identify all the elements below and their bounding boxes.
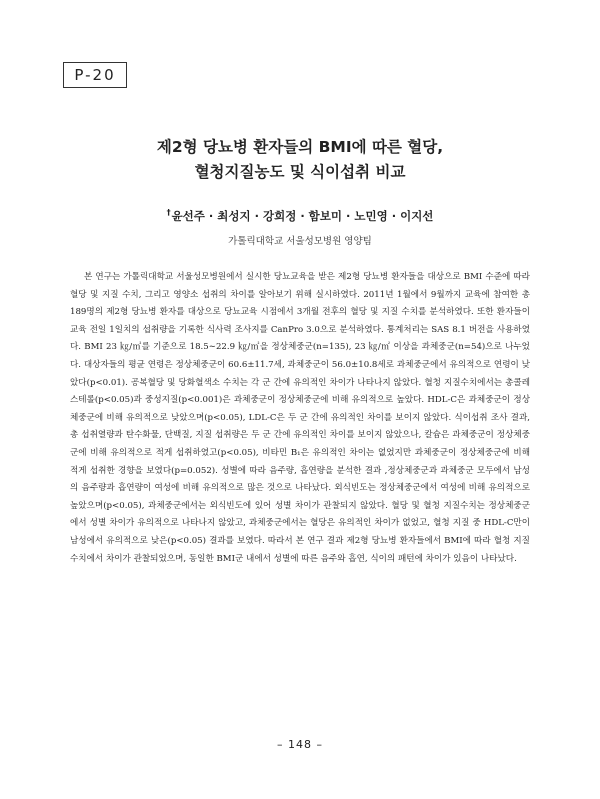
page-number: – 148 – <box>277 738 323 751</box>
paper-title-line-1: 제2형 당뇨병 환자들의 BMI에 따른 혈당, <box>156 138 444 156</box>
author-list <box>60 208 540 224</box>
presenter-mark: † <box>166 208 171 218</box>
author-names: 윤선주 · 최성지 · 강희정 · 함보미 · 노민영 · 이지선 <box>171 209 434 223</box>
abstract-body: 본 연구는 가톨릭대학교 서울성모병원에서 실시한 당뇨교육을 받은 제2형 당뇨병 환자들을 대상으로 BMI 수준에 따라 혈당 및 지질 수치, 그리고 영양소 섭취의 차이를 알아보기 위해 실시하였다. 2011년 1월에서 9월까지 교육에 참여한 총 189명의 제2형 당뇨병 환자를 대상으로 당뇨교육 시점에서 3개월 전후의 혈당 및 지질 수치를 분석하였다. 또한 환자들이 교육 전일 1일치의 섭취량을 기록한 식사력 조사지를 CanPro 3.0으로 분석하였다. 통계처리는 SAS 8.1 버전을 사용하였다. BMI 23 ㎏/㎡를 기준으로 18.5∼22.9 ㎏/㎡을 정상체중군(n=135), 23 ㎏/㎡ 이상을 과체중군(n=54)으로 나누었다. 대상자들의 평균 연령은 정상체중군이 60.6±11.7세, 과체중군이 56.0±10.8세로 과체중군에서 유의적으로 연령이 낮았다(p<0.01). 공복혈당 및 당화혈색소 수치는 각 군 간에 유의적인 차이가 나타나지 않았다. 혈청 지질수치에서는 총콜레스테롤(p<0.05)과 중성지질(p<0.001)은 과체중군이 정상체중군에 비해 유의적으로 높았다. HDL-C은 과체중군이 정상체중군에 비해 유의적으로 낮았으며(p<0.05), LDL-C은 두 군 간에 유의적인 차이를 보이지 않았다. 식이섭취 조사 결과, 총 섭취열량과 탄수화물, 단백질, 지질 섭취량은 두 군 간에 유의적인 차이를 보이지 않았으나, 칼슘은 과체중군이 정상체중군에 비해 유의적으로 적게 섭취하였고(p<0.05), 비타민 B₁은 유의적인 차이는 없었지만 과체중군이 정상체중군에 비해 적게 섭취한 경향을 보였다(p=0.052). 성별에 따라 음주량, 흡연량을 분석한 결과 ,정상체중군과 과체중군 모두에서 남성의 음주량과 흡연량이 여성에 비해 유의적으로 많은 것으로 나타났다. 외식빈도는 정상체중군에서 여성에 비해 유의적으로 높았으며(p<0.05), 과체중군에서는 외식빈도에 있어 성별 차이가 관찰되지 않았다. 혈당 및 혈청 지질수치는 정상체중군 에서 성별 차이가 유의적으로 나타나지 않았고, 과체중군에서는 혈당은 유의적인 차이가 없었고, 혈청 지질 중 HDL-C만이 남성에서 유의적으로 낮은(p<0.05) 결과를 보였다. 따라서 본 연구 결과 제2형 당뇨병 환자들에서 BMI에 따라 혈청 지질 수치에서 차이가 관찰되었으며, 동일한 BMI군 내에서 성별에 따른 음주와 흡연, 식이의 패턴에 차이가 있음이 나타났다. <box>70 272 530 564</box>
poster-code-box <box>63 62 127 88</box>
paper-title-line-2: 혈청지질농도 및 식이섭취 비교 <box>194 163 406 181</box>
poster-code: P-20 <box>74 66 116 84</box>
affiliation: 가톨릭대학교 서울성모병원 영양팀 <box>228 236 372 247</box>
